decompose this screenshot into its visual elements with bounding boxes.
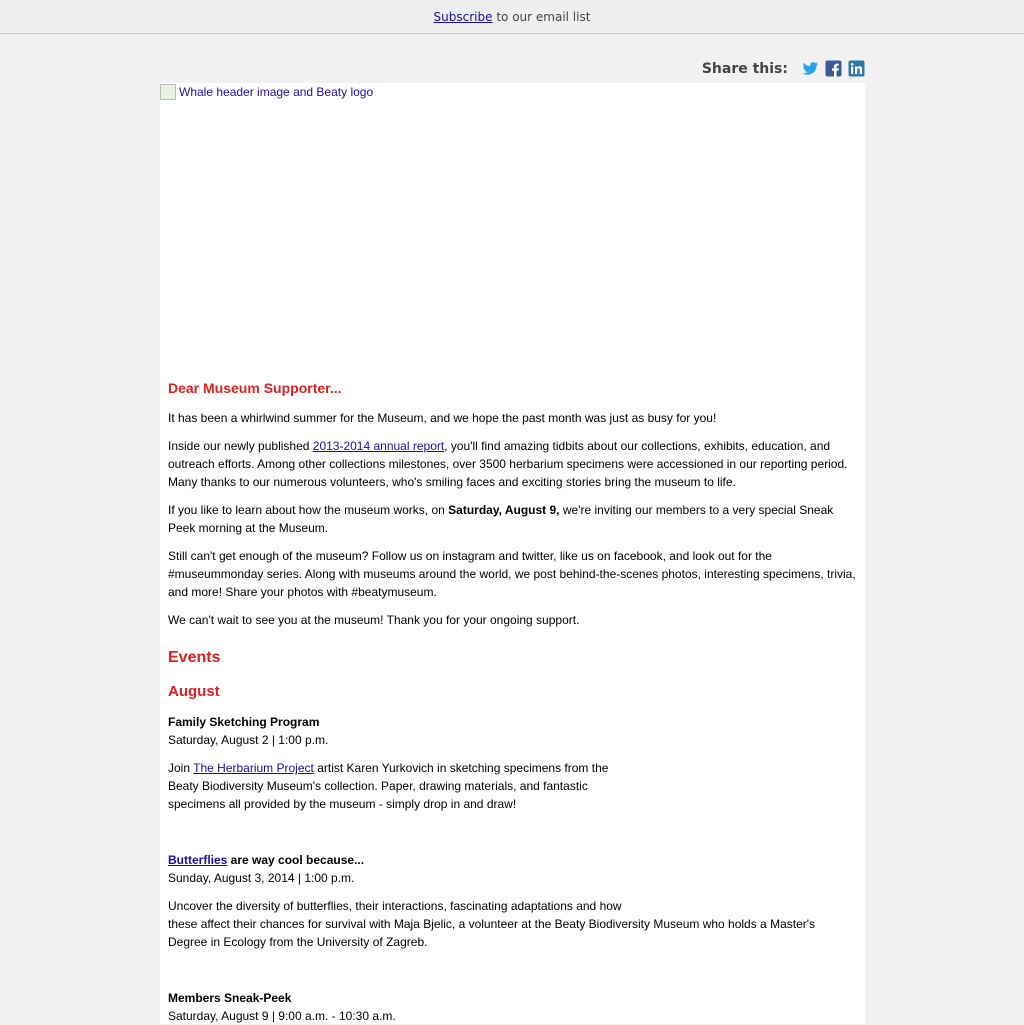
share-bar (160, 60, 865, 77)
p3-bold-date: Saturday, August 9, (448, 503, 560, 517)
letter-paragraph-2 (168, 437, 857, 491)
p3-text-pre: If you like to learn about how the museum works, on (168, 503, 449, 517)
month-heading: August (168, 683, 220, 700)
spacer (168, 823, 857, 851)
event-title-rest: are way cool because... (227, 853, 365, 867)
letter-paragraph-1: It has been a whirlwind summer for the Museum, and we hope the past month was just as busy for you! (168, 411, 717, 425)
p3-text-post: we're inviting our members to a very special Sneak Peek morning at the Museum. (168, 503, 834, 535)
linkedin-icon[interactable] (848, 60, 865, 77)
event-item (168, 713, 857, 813)
event-desc-pre: Join (168, 761, 194, 775)
broken-image-placeholder (160, 84, 373, 100)
event-desc-line-1: Uncover the diversity of butterflies, their interactions, fascinating adaptations and how (168, 899, 622, 913)
events-heading: Events (168, 649, 221, 666)
share-label: Share this: (701, 60, 788, 77)
letter-paragraph-5: We can't wait to see you at the museum! Thank you for your ongoing support. (168, 613, 580, 627)
butterflies-link[interactable]: Butterflies (168, 853, 228, 867)
event-title: Family Sketching Program (168, 715, 320, 729)
event-date: Sunday, August 3, 2014 | 1:00 p.m. (168, 871, 355, 885)
event-description (168, 759, 857, 813)
greeting-heading: Dear Museum Supporter... (168, 380, 342, 396)
header-image (160, 83, 865, 367)
event-desc-line-3: specimens all provided by the museum - simply drop in and draw! (168, 797, 517, 811)
letter-paragraph-3 (168, 501, 857, 537)
subscribe-text: to our email list (496, 10, 591, 24)
header-image-alt: Whale header image and Beaty logo (179, 85, 374, 99)
event-date: Saturday, August 9 | 9:00 a.m. - 10:30 a.m. (168, 1009, 396, 1023)
image-icon (160, 84, 176, 100)
event-desc-line-2: these affect their chances for survival with Maja Bjelic, a volunteer at the Beaty Biodiversity Museum who holds a Master's Degree in Ecology from the University of Zagreb. (168, 917, 816, 949)
event-description (168, 897, 857, 951)
letter-section (160, 379, 865, 1025)
p2-text-pre: Inside our newly published (168, 439, 313, 453)
p2-text-post: , you'll find amazing tidbits about our collections, exhibits, education, and outreach efforts. Among other collections milestones, over 3500 herbarium specimens were accessioned in our reporting period. Many thanks to our numerous volunteers, who's smiling faces and exciting stories bring the museum to life. (168, 439, 848, 489)
event-item (168, 989, 857, 1025)
event-title (168, 851, 857, 869)
subscribe-link[interactable]: Subscribe (433, 10, 493, 24)
letter-paragraph-4: Still can't get enough of the museum? Follow us on instagram and twitter, like us on facebook, and look out for the #museummonday series. Along with museums around the world, we post behind-the-scenes photos, interesting specimens, trivia, and more! Share your photos with #beatymuseum. (168, 549, 856, 599)
twitter-icon[interactable] (802, 60, 819, 77)
event-desc-line-2: Beaty Biodiversity Museum's collection. Paper, drawing materials, and fantastic (168, 779, 588, 793)
event-date: Saturday, August 2 | 1:00 p.m. (168, 733, 329, 747)
event-desc-line-1: artist Karen Yurkovich in sketching specimens from the (313, 761, 609, 775)
newsletter-body (160, 83, 865, 1024)
facebook-icon[interactable] (825, 60, 842, 77)
subscribe-bar (0, 0, 1024, 34)
herbarium-project-link[interactable]: The Herbarium Project (193, 761, 314, 775)
spacer (168, 961, 857, 989)
event-item (168, 851, 857, 951)
event-title: Members Sneak-Peek (168, 991, 292, 1005)
annual-report-link[interactable]: 2013-2014 annual report (312, 439, 445, 453)
